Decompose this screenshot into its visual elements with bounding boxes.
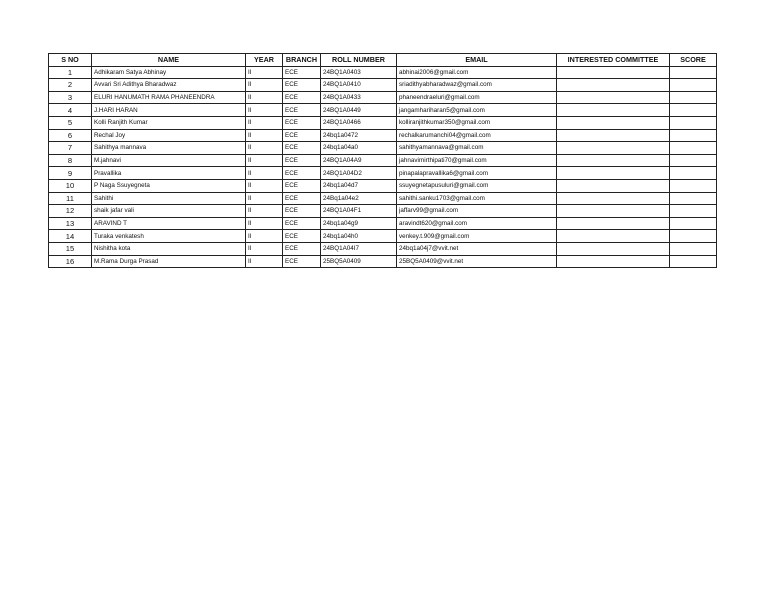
cell-name: ARAVIND T xyxy=(92,217,246,230)
cell-email: aravindt620@gmail.com xyxy=(397,217,557,230)
cell-roll-number: 24Bq1a04e2 xyxy=(321,192,397,205)
cell-branch: ECE xyxy=(283,255,321,268)
cell-roll-number: 24bq1a04a0 xyxy=(321,142,397,155)
cell-name: Avvari Sri Adithya Bharadwaz xyxy=(92,79,246,92)
cell-email: sahithi.sanku1703@gmail.com xyxy=(397,192,557,205)
cell-year: II xyxy=(246,154,283,167)
table-row xyxy=(49,255,717,268)
header-interested-committee: INTERESTED COMMITTEE xyxy=(557,54,670,67)
cell-roll-number: 24bq1a0472 xyxy=(321,129,397,142)
cell-score xyxy=(670,104,717,117)
cell-name: Sahithya mannava xyxy=(92,142,246,155)
cell-name: ELURI HANUMATH RAMA PHANEENDRA xyxy=(92,91,246,104)
cell-email: jaffarv99@gmail.com xyxy=(397,205,557,218)
cell-name: M.jahnavi xyxy=(92,154,246,167)
cell-score xyxy=(670,230,717,243)
table-row xyxy=(49,217,717,230)
cell-interested-committee xyxy=(557,91,670,104)
cell-sno: 15 xyxy=(49,242,92,255)
cell-interested-committee xyxy=(557,192,670,205)
cell-branch: ECE xyxy=(283,217,321,230)
cell-score xyxy=(670,66,717,79)
cell-roll-number: 24BQ1A04I7 xyxy=(321,242,397,255)
cell-sno: 5 xyxy=(49,116,92,129)
cell-email: pinapalapravallika6@gmail.com xyxy=(397,167,557,180)
cell-branch: ECE xyxy=(283,242,321,255)
cell-roll-number: 24bq1a04g9 xyxy=(321,217,397,230)
cell-score xyxy=(670,91,717,104)
cell-interested-committee xyxy=(557,154,670,167)
table-row xyxy=(49,179,717,192)
cell-email: 25BQ5A0409@vvit.net xyxy=(397,255,557,268)
cell-email: rechalkarumanchi04@gmail.com xyxy=(397,129,557,142)
cell-email: jangamhariharan5@gmail.com xyxy=(397,104,557,117)
cell-name: J.HARI HARAN xyxy=(92,104,246,117)
cell-year: II xyxy=(246,255,283,268)
cell-score xyxy=(670,179,717,192)
cell-name: Kolli Ranjith Kumar xyxy=(92,116,246,129)
header-roll-number: ROLL NUMBER xyxy=(321,54,397,67)
cell-name: Adhikaram Satya Abhinay xyxy=(92,66,246,79)
cell-branch: ECE xyxy=(283,179,321,192)
cell-sno: 1 xyxy=(49,66,92,79)
cell-year: II xyxy=(246,217,283,230)
table-row xyxy=(49,79,717,92)
cell-branch: ECE xyxy=(283,79,321,92)
table-row xyxy=(49,129,717,142)
cell-year: II xyxy=(246,116,283,129)
cell-year: II xyxy=(246,66,283,79)
cell-roll-number: 24BQ1A0410 xyxy=(321,79,397,92)
cell-email: sriadithyabharadwaz@gmail.com xyxy=(397,79,557,92)
cell-sno: 7 xyxy=(49,142,92,155)
cell-score xyxy=(670,242,717,255)
cell-year: II xyxy=(246,242,283,255)
student-table xyxy=(48,53,717,268)
cell-interested-committee xyxy=(557,142,670,155)
cell-score xyxy=(670,167,717,180)
table-row xyxy=(49,242,717,255)
cell-interested-committee xyxy=(557,179,670,192)
cell-sno: 13 xyxy=(49,217,92,230)
cell-interested-committee xyxy=(557,116,670,129)
header-sno: S NO xyxy=(49,54,92,67)
header-year: YEAR xyxy=(246,54,283,67)
cell-roll-number: 25BQ5A0409 xyxy=(321,255,397,268)
cell-year: II xyxy=(246,179,283,192)
cell-name: Sahithi xyxy=(92,192,246,205)
cell-roll-number: 24BQ1A0433 xyxy=(321,91,397,104)
cell-score xyxy=(670,79,717,92)
cell-sno: 8 xyxy=(49,154,92,167)
cell-name: P Naga Ssuyegneta xyxy=(92,179,246,192)
cell-sno: 11 xyxy=(49,192,92,205)
cell-year: II xyxy=(246,167,283,180)
cell-branch: ECE xyxy=(283,104,321,117)
cell-interested-committee xyxy=(557,242,670,255)
cell-branch: ECE xyxy=(283,129,321,142)
table-body xyxy=(49,66,717,268)
cell-branch: ECE xyxy=(283,66,321,79)
cell-score xyxy=(670,255,717,268)
cell-sno: 9 xyxy=(49,167,92,180)
table-row xyxy=(49,116,717,129)
cell-name: M.Rama Durga Prasad xyxy=(92,255,246,268)
cell-sno: 14 xyxy=(49,230,92,243)
table-row xyxy=(49,142,717,155)
cell-branch: ECE xyxy=(283,116,321,129)
cell-name: Turaka venkatesh xyxy=(92,230,246,243)
cell-email: jahnavimirthipati70@gmail.com xyxy=(397,154,557,167)
cell-email: 24bq1a04j7@vvit.net xyxy=(397,242,557,255)
cell-score xyxy=(670,142,717,155)
cell-interested-committee xyxy=(557,104,670,117)
header-name: NAME xyxy=(92,54,246,67)
table-row xyxy=(49,91,717,104)
cell-branch: ECE xyxy=(283,142,321,155)
cell-sno: 6 xyxy=(49,129,92,142)
cell-sno: 10 xyxy=(49,179,92,192)
cell-year: II xyxy=(246,205,283,218)
cell-branch: ECE xyxy=(283,205,321,218)
cell-roll-number: 24bq1a04h0 xyxy=(321,230,397,243)
cell-year: II xyxy=(246,142,283,155)
cell-sno: 12 xyxy=(49,205,92,218)
cell-branch: ECE xyxy=(283,230,321,243)
table-row xyxy=(49,66,717,79)
cell-score xyxy=(670,192,717,205)
cell-score xyxy=(670,205,717,218)
cell-sno: 4 xyxy=(49,104,92,117)
cell-sno: 16 xyxy=(49,255,92,268)
cell-roll-number: 24BQ1A04F1 xyxy=(321,205,397,218)
cell-year: II xyxy=(246,192,283,205)
cell-roll-number: 24BQ1A04D2 xyxy=(321,167,397,180)
header-row xyxy=(49,54,717,67)
cell-interested-committee xyxy=(557,129,670,142)
header-branch: BRANCH xyxy=(283,54,321,67)
table-row xyxy=(49,205,717,218)
cell-sno: 2 xyxy=(49,79,92,92)
table-row xyxy=(49,167,717,180)
cell-roll-number: 24BQ1A0466 xyxy=(321,116,397,129)
cell-email: venkey.t.909@gmail.com xyxy=(397,230,557,243)
cell-year: II xyxy=(246,91,283,104)
table-row xyxy=(49,192,717,205)
table-row xyxy=(49,154,717,167)
cell-score xyxy=(670,217,717,230)
table-row xyxy=(49,230,717,243)
cell-email: kolliranjithkumar350@gmail.com xyxy=(397,116,557,129)
cell-year: II xyxy=(246,129,283,142)
cell-email: abhinai2006@gmail.com xyxy=(397,66,557,79)
header-score: SCORE xyxy=(670,54,717,67)
cell-interested-committee xyxy=(557,230,670,243)
cell-score xyxy=(670,129,717,142)
cell-year: II xyxy=(246,104,283,117)
cell-branch: ECE xyxy=(283,91,321,104)
cell-score xyxy=(670,154,717,167)
cell-interested-committee xyxy=(557,255,670,268)
cell-name: Rechal Joy xyxy=(92,129,246,142)
cell-roll-number: 24BQ1A0403 xyxy=(321,66,397,79)
cell-score xyxy=(670,116,717,129)
cell-year: II xyxy=(246,79,283,92)
cell-roll-number: 24BQ1A0449 xyxy=(321,104,397,117)
cell-email: phaneendraeluri@gmail.com xyxy=(397,91,557,104)
cell-name: Pravallika xyxy=(92,167,246,180)
cell-interested-committee xyxy=(557,66,670,79)
cell-email: ssuyegnetapusuluri@gmail.com xyxy=(397,179,557,192)
cell-interested-committee xyxy=(557,217,670,230)
cell-name: Nishitha kota xyxy=(92,242,246,255)
cell-email: sahithyamannava@gmail.com xyxy=(397,142,557,155)
cell-sno: 3 xyxy=(49,91,92,104)
cell-roll-number: 24BQ1A04A9 xyxy=(321,154,397,167)
cell-interested-committee xyxy=(557,79,670,92)
cell-branch: ECE xyxy=(283,154,321,167)
cell-roll-number: 24bq1a04d7 xyxy=(321,179,397,192)
cell-interested-committee xyxy=(557,167,670,180)
cell-interested-committee xyxy=(557,205,670,218)
cell-branch: ECE xyxy=(283,167,321,180)
cell-year: II xyxy=(246,230,283,243)
header-email: EMAIL xyxy=(397,54,557,67)
table-row xyxy=(49,104,717,117)
cell-name: shaik jafar vali xyxy=(92,205,246,218)
cell-branch: ECE xyxy=(283,192,321,205)
